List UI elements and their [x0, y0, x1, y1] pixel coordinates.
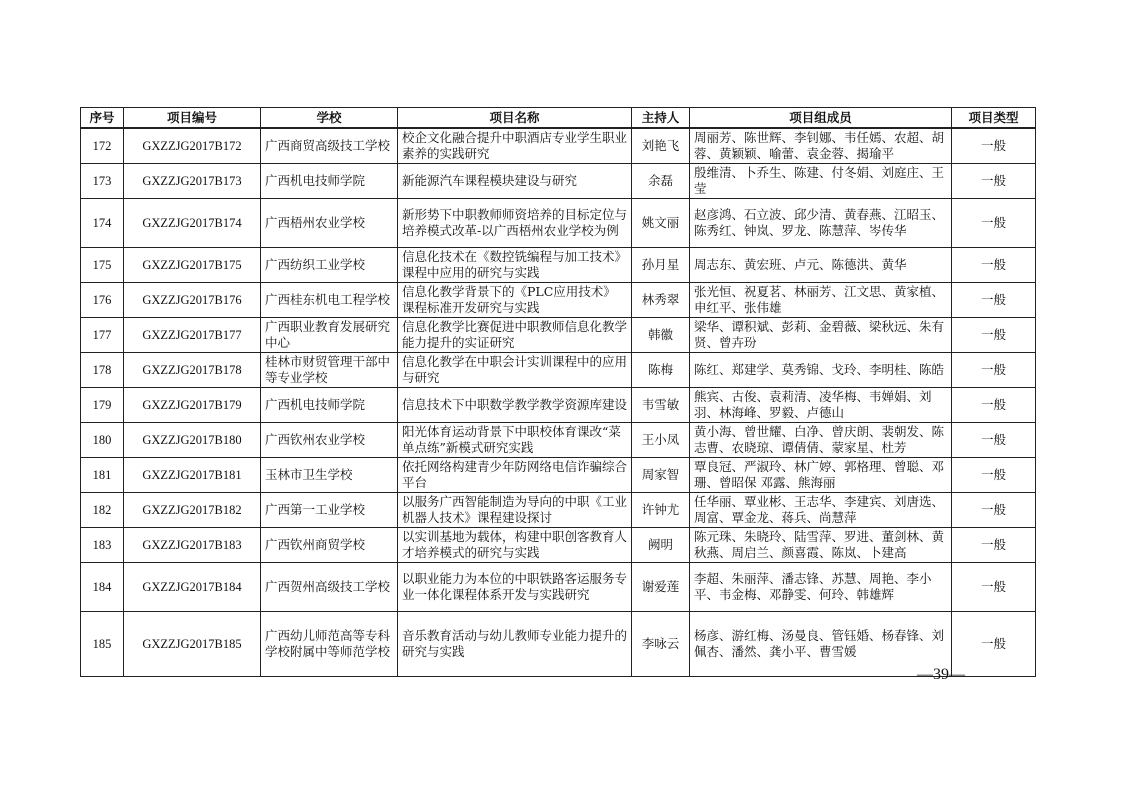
cell-leader: 韦雪敏 [632, 388, 690, 423]
cell-project-name: 阳光体育运动背景下中职校体育课改“菜单点练”新模式研究实践 [398, 423, 632, 458]
cell-no: 183 [81, 528, 124, 563]
cell-project-name: 新形势下中职教师师资培养的目标定位与培养模式改革-以广西梧州农业学校为例 [398, 199, 632, 248]
cell-school: 广西贺州高级技工学校 [261, 563, 398, 612]
table-row [81, 528, 1036, 563]
cell-no: 185 [81, 612, 124, 677]
cell-code: GXZZJG2017B173 [124, 164, 261, 199]
project-table [80, 107, 1036, 677]
cell-code: GXZZJG2017B184 [124, 563, 261, 612]
cell-code: GXZZJG2017B185 [124, 612, 261, 677]
cell-school: 广西钦州商贸学校 [261, 528, 398, 563]
cell-code: GXZZJG2017B175 [124, 248, 261, 283]
cell-type: 一般 [952, 318, 1036, 353]
cell-no: 176 [81, 283, 124, 318]
cell-members: 李超、朱丽萍、潘志锋、苏慧、周艳、李小平、韦金梅、邓静雯、何玲、韩雄辉 [690, 563, 952, 612]
cell-code: GXZZJG2017B176 [124, 283, 261, 318]
cell-type: 一般 [952, 563, 1036, 612]
cell-no: 182 [81, 493, 124, 528]
cell-type: 一般 [952, 458, 1036, 493]
table-row [81, 612, 1036, 677]
cell-leader: 余磊 [632, 164, 690, 199]
cell-members: 赵彦鸿、石立波、邱少清、黄春燕、江昭玉、陈秀红、钟岚、罗龙、陈慧萍、岑传华 [690, 199, 952, 248]
cell-school: 广西钦州农业学校 [261, 423, 398, 458]
header-leader: 主持人 [632, 108, 690, 129]
cell-project-name: 以职业能力为本位的中职铁路客运服务专业一体化课程体系开发与实践研究 [398, 563, 632, 612]
header-no: 序号 [81, 108, 124, 129]
cell-project-name: 以服务广西智能制造为导向的中职《工业机器人技术》课程建设探讨 [398, 493, 632, 528]
cell-type: 一般 [952, 612, 1036, 677]
cell-members: 黄小海、曾世耀、白净、曾庆朗、裴朝发、陈志曹、农晓琼、谭倩倩、蒙家星、杜芳 [690, 423, 952, 458]
cell-school: 广西桂东机电工程学校 [261, 283, 398, 318]
table-row [81, 353, 1036, 388]
cell-school: 广西机电技师学院 [261, 164, 398, 199]
cell-leader: 陈梅 [632, 353, 690, 388]
cell-no: 178 [81, 353, 124, 388]
cell-project-name: 信息化教学比赛促进中职教师信息化教学能力提升的实证研究 [398, 318, 632, 353]
table-row [81, 493, 1036, 528]
cell-no: 175 [81, 248, 124, 283]
cell-code: GXZZJG2017B174 [124, 199, 261, 248]
cell-project-name: 音乐教育活动与幼儿教师专业能力提升的研究与实践 [398, 612, 632, 677]
cell-no: 173 [81, 164, 124, 199]
cell-members: 殷维清、卜乔生、陈建、付冬娟、刘庭庄、王莹 [690, 164, 952, 199]
cell-code: GXZZJG2017B182 [124, 493, 261, 528]
cell-type: 一般 [952, 388, 1036, 423]
cell-school: 广西幼儿师范高等专科学校附属中等师范学校 [261, 612, 398, 677]
cell-school: 广西梧州农业学校 [261, 199, 398, 248]
cell-leader: 孙月星 [632, 248, 690, 283]
table-row [81, 563, 1036, 612]
cell-no: 174 [81, 199, 124, 248]
cell-type: 一般 [952, 128, 1036, 164]
header-school: 学校 [261, 108, 398, 129]
cell-no: 172 [81, 128, 124, 164]
cell-leader: 韩徽 [632, 318, 690, 353]
table-row [81, 318, 1036, 353]
cell-no: 179 [81, 388, 124, 423]
cell-type: 一般 [952, 353, 1036, 388]
table-row [81, 199, 1036, 248]
page-number: —39— [917, 666, 965, 683]
cell-type: 一般 [952, 493, 1036, 528]
table-row [81, 164, 1036, 199]
cell-type: 一般 [952, 528, 1036, 563]
cell-members: 周丽芳、陈世辉、李钊娜、韦任嫣、农超、胡蓉、黄颖颖、喻蕾、袁金蓉、揭瑜平 [690, 128, 952, 164]
cell-project-name: 新能源汽车课程模块建设与研究 [398, 164, 632, 199]
cell-leader: 王小凤 [632, 423, 690, 458]
cell-members: 陈红、郑建学、莫秀锦、戈玲、李明桂、陈皓 [690, 353, 952, 388]
cell-type: 一般 [952, 164, 1036, 199]
cell-project-name: 信息技术下中职数学教学教学资源库建设 [398, 388, 632, 423]
cell-members: 杨彦、游红梅、汤曼良、管钰婚、杨春锋、刘佩杏、潘然、龚小平、曹雪媛 [690, 612, 952, 677]
cell-project-name: 信息化教学背景下的《PLC应用技术》课程标准开发研究与实践 [398, 283, 632, 318]
cell-type: 一般 [952, 423, 1036, 458]
cell-school: 广西商贸高级技工学校 [261, 128, 398, 164]
table-row [81, 388, 1036, 423]
cell-school: 广西机电技师学院 [261, 388, 398, 423]
cell-type: 一般 [952, 199, 1036, 248]
cell-members: 覃良冠、严淑玲、林广婷、郭格理、曾聪、邓珊、曾昭保 邓露、熊海丽 [690, 458, 952, 493]
table-header-row [81, 108, 1036, 129]
cell-members: 熊宾、古俊、袁莉清、凌华梅、韦婵娟、刘羽、林海峰、罗毅、卢德山 [690, 388, 952, 423]
cell-project-name: 依托网络构建青少年防网络电信诈骗综合平台 [398, 458, 632, 493]
cell-leader: 李咏云 [632, 612, 690, 677]
cell-leader: 刘艳飞 [632, 128, 690, 164]
cell-leader: 林秀翠 [632, 283, 690, 318]
cell-no: 180 [81, 423, 124, 458]
table-row [81, 423, 1036, 458]
cell-school: 广西纺织工业学校 [261, 248, 398, 283]
cell-project-name: 信息化技术在《数控铣编程与加工技术》课程中应用的研究与实践 [398, 248, 632, 283]
header-members: 项目组成员 [690, 108, 952, 129]
header-type: 项目类型 [952, 108, 1036, 129]
cell-code: GXZZJG2017B181 [124, 458, 261, 493]
cell-project-name: 以实训基地为载体，构建中职创客教育人才培养模式的研究与实践 [398, 528, 632, 563]
cell-school: 广西第一工业学校 [261, 493, 398, 528]
cell-code: GXZZJG2017B179 [124, 388, 261, 423]
cell-code: GXZZJG2017B180 [124, 423, 261, 458]
cell-no: 184 [81, 563, 124, 612]
cell-members: 周志东、黄宏班、卢元、陈德洪、黄华 [690, 248, 952, 283]
cell-leader: 谢爱莲 [632, 563, 690, 612]
header-code: 项目编号 [124, 108, 261, 129]
table-row [81, 128, 1036, 164]
cell-code: GXZZJG2017B172 [124, 128, 261, 164]
table-row [81, 248, 1036, 283]
cell-school: 广西职业教育发展研究中心 [261, 318, 398, 353]
cell-project-name: 校企文化融合提升中职酒店专业学生职业素养的实践研究 [398, 128, 632, 164]
cell-project-name: 信息化教学在中职会计实训课程中的应用与研究 [398, 353, 632, 388]
cell-type: 一般 [952, 283, 1036, 318]
table-row [81, 283, 1036, 318]
cell-members: 陈元珠、朱晓玲、陆雪萍、罗进、董剑林、黄秋燕、周启兰、颜喜霞、陈岚、卜建高 [690, 528, 952, 563]
cell-members: 张光恒、祝夏茗、林丽芳、江文思、黄家植、申红平、张伟雄 [690, 283, 952, 318]
cell-leader: 姚文丽 [632, 199, 690, 248]
cell-no: 177 [81, 318, 124, 353]
cell-leader: 许钟尤 [632, 493, 690, 528]
cell-leader: 周家智 [632, 458, 690, 493]
cell-members: 任华丽、覃业彬、王志华、李建宾、刘唐选、周富、覃金龙、蒋兵、尚慧萍 [690, 493, 952, 528]
header-name: 项目名称 [398, 108, 632, 129]
cell-no: 181 [81, 458, 124, 493]
cell-leader: 阙明 [632, 528, 690, 563]
cell-school: 玉林市卫生学校 [261, 458, 398, 493]
cell-code: GXZZJG2017B177 [124, 318, 261, 353]
cell-members: 梁华、谭积斌、彭莉、金碧薇、梁秋远、朱有贤、曾卉玢 [690, 318, 952, 353]
table-row [81, 458, 1036, 493]
cell-code: GXZZJG2017B178 [124, 353, 261, 388]
cell-code: GXZZJG2017B183 [124, 528, 261, 563]
cell-school: 桂林市财贸管理干部中等专业学校 [261, 353, 398, 388]
cell-type: 一般 [952, 248, 1036, 283]
